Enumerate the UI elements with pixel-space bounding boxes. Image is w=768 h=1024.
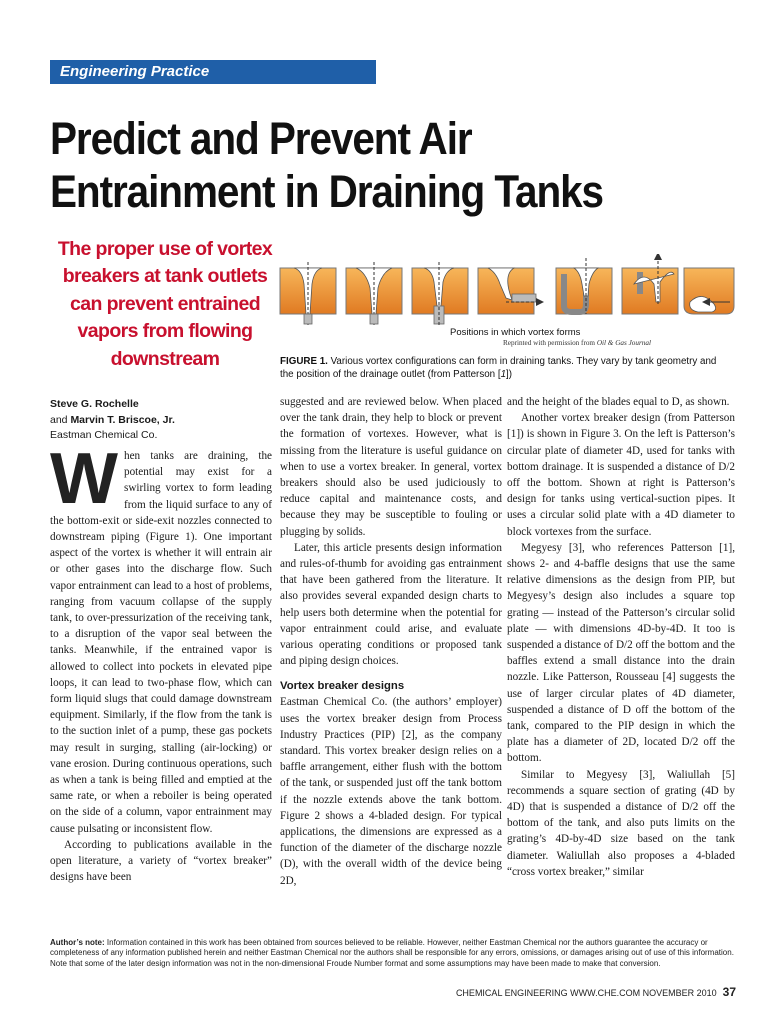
vortex-tank-1	[280, 262, 336, 326]
figure-credit-prefix: Reprinted with permission from	[503, 339, 597, 347]
column-3	[507, 394, 735, 880]
figure-caption-end: ])	[506, 368, 512, 380]
vortex-tank-7	[684, 268, 734, 314]
vortex-tank-4	[478, 268, 544, 314]
deck-line-4: vapors from flowing	[77, 320, 253, 343]
deck-line-2: breakers at tank outlets	[62, 265, 268, 288]
authors-note-text: Information contained in this work has been obtained from sources believed to be reliable. However, neither Eastman Chemical nor the authors guarantee the accuracy or completeness of any information published herein and neither Eastman Chemical nor the authors shall be responsible for any errors, omissions, or damages arising out of use of this information. Note that some of the later design information was not in the non-dimensional Froude Number format and some assumptions may have been made to make that conversion.	[50, 938, 734, 968]
col3-paragraph-3: Megyesy [3], who references Patterson [1], shows 2- and 4-baffle designs that use the same relative dimensions as the design from PIP, but Megyesy’s design also includes a square top grating — instead of the Patterson’s circular solid plate — with dimensions 4D-by-4D. It too is suspended a distance of D/2 off the bottom and the baffles extend a small distance into the drain nozzle. Like Patterson, Rousseau [4] suggests the use of larger circular plates of 4D diameter, suspended a distance of D off the bottom of the tank, compared to the PIP design in which the plate has a diameter of 2D, located D/2 off the bottom.	[507, 541, 735, 765]
deck-line-3: can prevent entrained	[69, 292, 261, 315]
col1-paragraph-1	[50, 439, 272, 837]
authors-note-label: Author’s note:	[50, 938, 105, 947]
figure-caption-label: FIGURE 1.	[280, 356, 328, 367]
vortex-tank-2	[346, 262, 402, 326]
vortex-illustration	[274, 254, 736, 334]
figure-credit	[503, 339, 737, 347]
col2-paragraph-3: Eastman Chemical Co. (the authors’ employer) uses the vortex breaker design from Process Industry Practices (PIP) [2], as the company standard. This vortex breaker design relies on a baffle arrangement, either flush with the bottom of the tank, or suspended just off the tank bottom if the nozzle extends above the tank bottom. Figure 2 shows a 4-bladed design. For typical applications, the dimensions are expressed as a function of the diameter of the discharge nozzle (D), with the overall width of the device being 2D,	[280, 696, 502, 887]
article-deck	[50, 236, 280, 373]
col1-p1-text: hen tanks are draining, the potential may exist for a swirling vortex to form leading from the liquid surface to any of the bottom-exit or side-exit nozzles connected to downstream piping (Figure 1). One important aspect of the vortex is whether it will entrain air or other gases into the discharge flow. Such vapor entrainment can lead to a host of problems, ranging from vacuum collapse of the supply tank, to over-pressurization of the receiving tank, to a disruption of the vapor seal between the tanks. Meanwhile, if the entrained vapor is allowed to collect into pockets in elevated pipe loops, it can lead to two-phase flow, which can form liquid slugs that could damage downstream equipment. Similarly, if the flow from the tank is to the suction inlet of a pump, these gas pockets may result in surging, stalling (air-locking) or vane erosion. During continuous operations, such as when a tank is being filled and emptied at the same rate, or when a reboiler is being operated on the side of a column, vapor entrainment may cause pulsating or inconsistent flow.	[50, 450, 272, 835]
section-heading-vortex-breaker-designs: Vortex breaker designs	[280, 680, 405, 693]
article-headline	[50, 112, 662, 218]
author-1: Steve G. Rochelle	[50, 398, 139, 410]
page-footer	[456, 985, 736, 999]
col3-paragraph-1: and the height of the blades equal to D, as shown.	[507, 396, 730, 408]
figure-label: Positions in which vortex forms	[450, 327, 581, 338]
byline-and: and	[50, 413, 71, 426]
deck-line-5: downstream	[110, 347, 220, 370]
figure-caption-text: Various vortex configurations can form in draining tanks. They vary by tank geometry and the position of the drainage outlet (from Patterson [	[280, 356, 717, 380]
col2-paragraph-1: suggested and are reviewed below. When placed over the tank drain, they help to block or prevent the formation of vortexes. However, what is missing from the literature is useful guidance on when to use a vortex breaker. In general, vortex breakers should also be used judiciously to reduce capital and maintenance costs, and because they may be susceptible to fouling or plugging by solids.	[280, 396, 502, 538]
figure-credit-source: Oil & Gas Journal	[596, 339, 651, 347]
author-2-line	[50, 413, 272, 429]
vortex-tank-3	[412, 262, 468, 326]
affiliation: Eastman Chemical Co.	[50, 429, 158, 441]
column-1	[50, 439, 272, 885]
authors-note	[50, 938, 736, 969]
section-banner: Engineering Practice	[50, 60, 376, 84]
headline-line-1: Predict and Prevent Air	[50, 113, 472, 164]
figure-caption-ref: 1	[500, 368, 507, 380]
page-number: 37	[722, 985, 736, 999]
col3-paragraph-2: Another vortex breaker design (from Patterson [1]) is shown in Figure 3. On the left is Patterson’s circular plate of diameter 4D, used for tanks with bottom drainage. It is suspended a distance of D/2 off the bottom. Shown at right is Patterson’s design for tanks using vertical-suction pipes. It uses a circular solid plate with a 4D diameter to block vortexes from the surface.	[507, 412, 735, 538]
footer-publication: CHEMICAL ENGINEERING WWW.CHE.COM NOVEMBER 2010	[455, 988, 717, 998]
column-2	[280, 394, 502, 889]
col2-paragraph-2: Later, this article presents design information and rules-of-thumb for avoiding gas entrainment that have been gathered from the literature. It also provides several expanded design charts to help users both determine when the potential for vapor entrainment could arise, and evaluate various operating conditions or proposed tank and piping design choices.	[280, 541, 502, 668]
author-2: Marvin T. Briscoe, Jr.	[70, 413, 175, 426]
byline	[50, 397, 272, 444]
drop-cap: W	[50, 439, 118, 519]
deck-line-1: The proper use of vortex	[57, 238, 273, 260]
headline-line-2: Entrainment in Draining Tanks	[50, 166, 604, 217]
vortex-tank-5	[556, 258, 612, 314]
col1-paragraph-2: According to publications available in the open literature, a variety of “vortex breaker” designs have been	[50, 838, 272, 884]
figure-caption	[280, 356, 730, 381]
vortex-tank-6	[622, 254, 678, 314]
col3-paragraph-4: Similar to Megyesy [3], Waliullah [5] recommends a square section of grating (4D by 4D) that is suspended a distance of D/2 off the bottom of the tank, and also puts limits on the grating’s 4D-by-4D size based on the tank diameter. Waliullah also proposes a 4-bladed “cross vortex breaker,” similar	[507, 768, 735, 878]
